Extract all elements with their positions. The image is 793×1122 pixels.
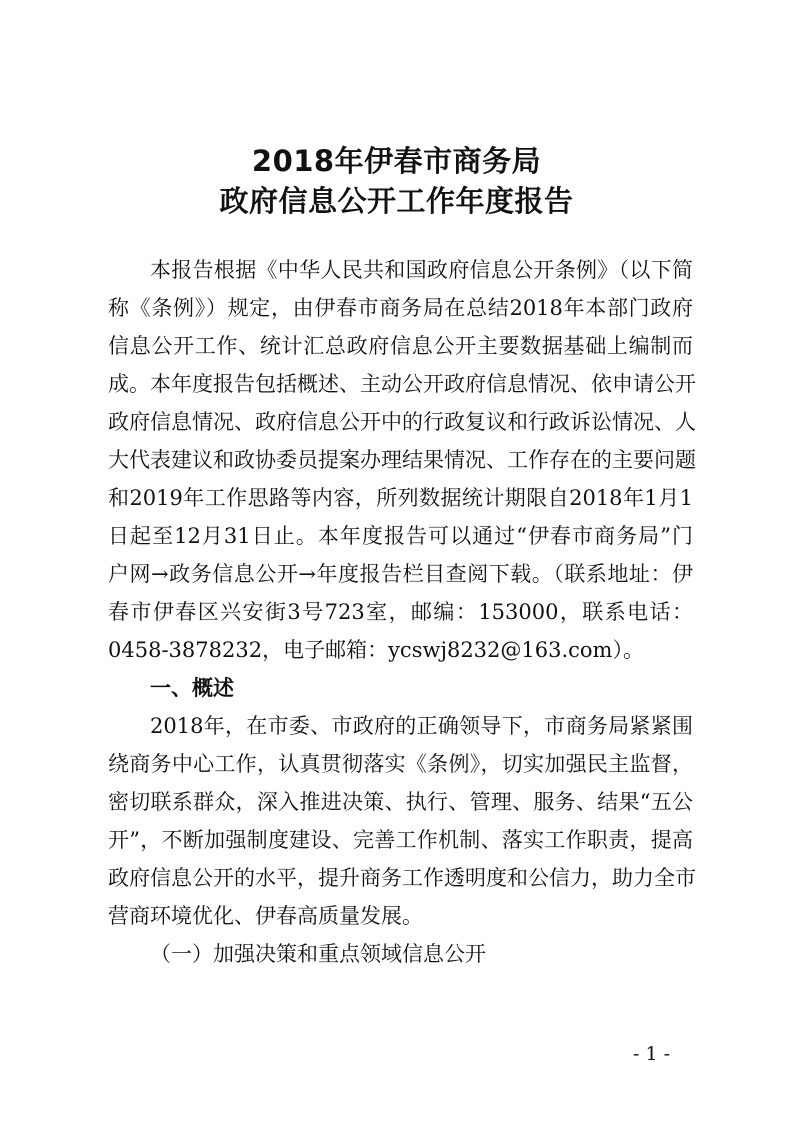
intro-line: 称《条例》）规定，由伊春市商务局在总结2018年本部门政府 bbox=[108, 296, 693, 320]
intro-line: 本报告根据《中华人民共和国政府信息公开条例》（以下简 bbox=[150, 258, 693, 282]
overview-line: 绕商务中心工作，认真贯彻落实《条例》，切实加强民主监督， bbox=[108, 752, 693, 776]
overview-line: 营商环境优化、伊春高质量发展。 bbox=[108, 904, 423, 928]
intro-line: 政府信息情况、政府信息公开中的行政复议和行政诉讼情况、人 bbox=[108, 410, 696, 434]
intro-line: 春市伊春区兴安街3号723室，邮编：153000，联系电话： bbox=[108, 600, 693, 624]
overview-line: 政府信息公开的水平，提升商务工作透明度和公信力，助力全市 bbox=[108, 866, 696, 890]
subsection-heading: （一）加强决策和重点领域信息公开 bbox=[150, 942, 486, 966]
overview-line: 2018年，在市委、市政府的正确领导下，市商务局紧紧围 bbox=[150, 714, 693, 738]
overview-line: 密切联系群众，深入推进决策、执行、管理、服务、结果“五公 bbox=[108, 790, 693, 814]
intro-line: 户网→政务信息公开→年度报告栏目查阅下载。（联系地址：伊 bbox=[108, 562, 693, 586]
overview-line: 开”，不断加强制度建设、完善工作机制、落实工作职责，提高 bbox=[108, 828, 693, 852]
report-title-line1: 2018年伊春市商务局 bbox=[251, 144, 542, 178]
page-number: - 1 - bbox=[633, 1043, 671, 1065]
intro-line: 和2019年工作思路等内容，所列数据统计期限自2018年1月1 bbox=[108, 486, 693, 510]
intro-line: 大代表建议和政协委员提案办理结果情况、工作存在的主要问题 bbox=[108, 448, 696, 472]
intro-line: 0458-3878232，电子邮箱：ycswj8232@163.com）。 bbox=[108, 638, 644, 662]
section-heading-overview: 一、概述 bbox=[150, 676, 234, 700]
intro-line: 成。本年度报告包括概述、主动公开政府信息情况、依申请公开 bbox=[108, 372, 696, 396]
report-title-line2: 政府信息公开工作年度报告 bbox=[219, 184, 574, 218]
intro-line: 信息公开工作、统计汇总政府信息公开主要数据基础上编制而 bbox=[108, 334, 693, 358]
intro-line: 日起至12月31日止。本年度报告可以通过“伊春市商务局”门 bbox=[108, 524, 693, 548]
